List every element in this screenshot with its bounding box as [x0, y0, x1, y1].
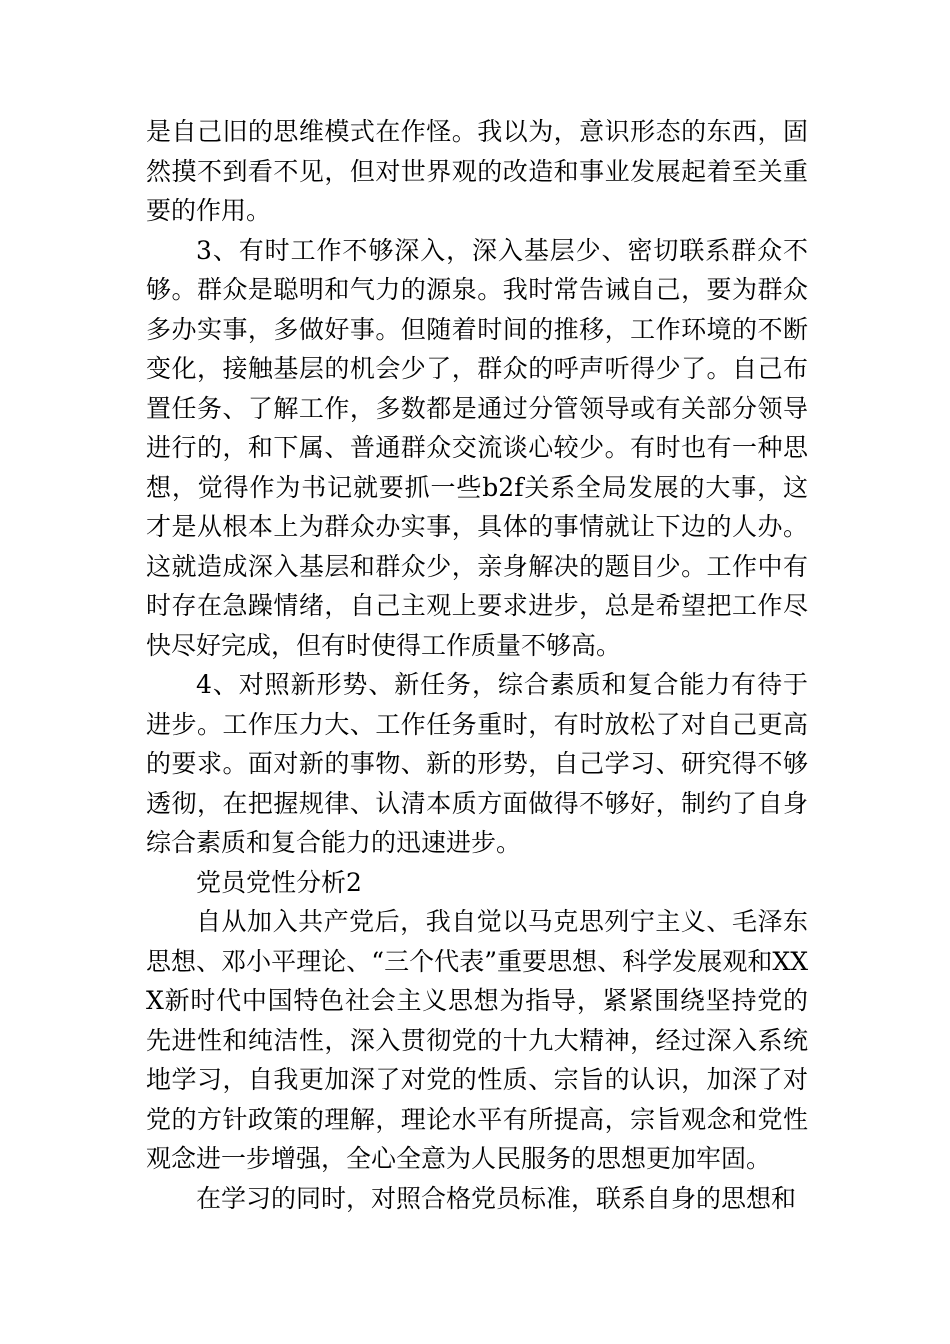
paragraph-study: 在学习的同时，对照合格党员标准，联系自身的思想和 [196, 1183, 797, 1213]
paragraph-item-4: 4、对照新形势、新任务，综合素质和复合能力有待于进步。工作压力大、工作任务重时，有时放松了对自己更高的要求。面对新的事物、新的形势，自己学习、研究得不够透彻，在把握规律、认清本质方面做得不够好，制约了自身综合素质和复合能力的迅速进步。 [146, 670, 808, 857]
section-heading: 党员党性分析2 [196, 867, 362, 897]
paragraph-item-3: 3、有时工作不够深入，深入基层少、密切联系群众不够。群众是聪明和气力的源泉。我时常告诫自己，要为群众多办实事，多做好事。但随着时间的推移，工作环境的不断变化，接触基层的机会少了，群众的呼声听得少了。自己布置任务、了解工作，多数都是通过分管领导或有关部分领导进行的，和下属、普通群众交流谈心较少。有时也有一种思想，觉得作为书记就要抓一些b2f关系全局发展的大事，这才是从根本上为群众办实事，具体的事情就让下边的人办。这就造成深入基层和群众少，亲身解决的题目少。工作中有时存在急躁情绪，自己主观上要求进步，总是希望把工作尽快尽好完成，但有时使得工作质量不够高。 [146, 235, 808, 660]
document-page [146, 112, 808, 1218]
paragraph-intro: 自从加入共产党后，我自觉以马克思列宁主义、毛泽东思想、邓小平理论、“三个代表”重要思想、科学发展观和XXX新时代中国特色社会主义思想为指导，紧紧围绕坚持党的先进性和纯洁性，深入贯彻党的十九大精神，经过深入系统地学习，自我更加深了对党的性质、宗旨的认识，加深了对党的方针政策的理解，理论水平有所提高，宗旨观念和党性观念进一步增强，全心全意为人民服务的思想更加牢固。 [146, 907, 808, 1173]
paragraph-continuation: 是自己旧的思维模式在作怪。我以为，意识形态的东西，固然摸不到看不见，但对世界观的改造和事业发展起着至关重要的作用。 [146, 117, 808, 225]
